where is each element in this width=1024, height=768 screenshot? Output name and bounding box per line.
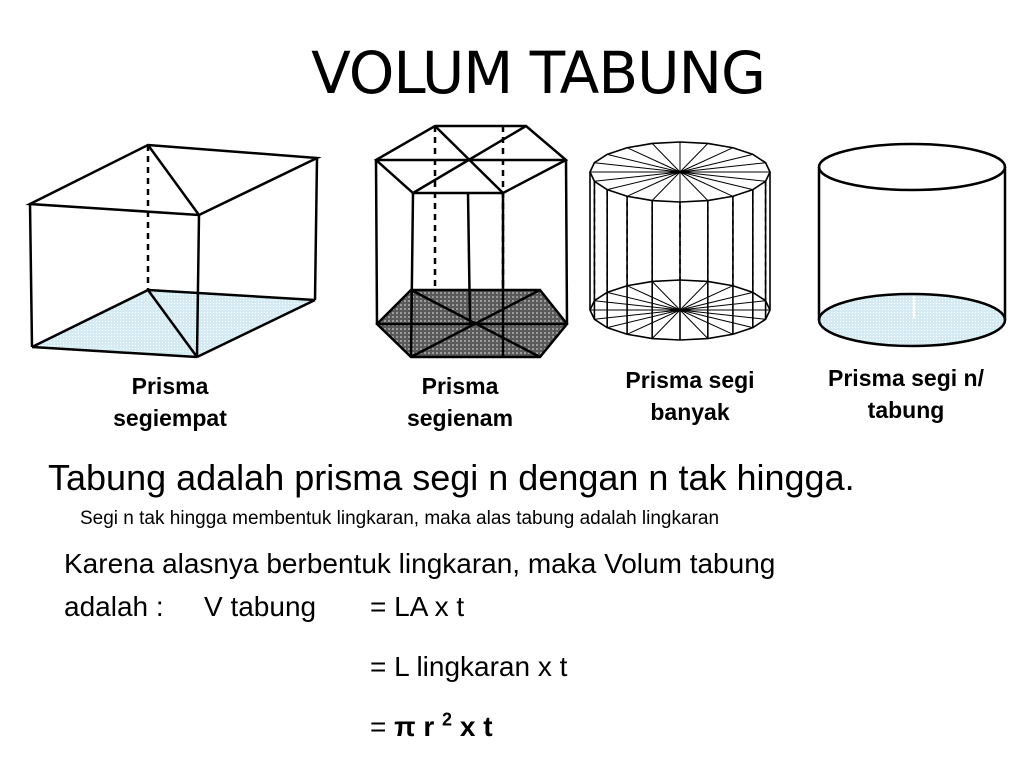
definition-note: Segi n tak hingga membentuk lingkaran, maka alas tabung adalah lingkaran — [80, 508, 720, 529]
caption-many-sided-prism — [590, 364, 790, 428]
caption-line: Prisma — [421, 373, 499, 399]
formula-step-1: = LA x t — [370, 591, 465, 622]
definition-text: Tabung adalah prisma segi n dengan n tak hingga. — [48, 457, 855, 498]
caption-hexagonal-prism — [380, 370, 540, 434]
caption-line: segienam — [406, 405, 514, 431]
caption-line: Prisma — [131, 373, 209, 399]
caption-cylinder — [798, 362, 1014, 426]
bottom-spoke — [652, 281, 680, 310]
bottom-spoke — [607, 310, 680, 328]
cylinder — [819, 144, 1005, 346]
slide-title: VOLUM TABUNG — [311, 39, 765, 107]
formula-tail: x t — [459, 711, 493, 742]
hexagonal-prism — [376, 126, 567, 357]
bottom-spoke — [680, 310, 708, 339]
cylinder-base — [819, 294, 1005, 346]
formula-exponent: 2 — [442, 709, 453, 730]
explanation-lead: adalah : — [64, 591, 164, 622]
rectangular-prism — [30, 145, 317, 357]
caption-line: tabung — [867, 397, 945, 423]
caption-line: segiempat — [113, 405, 227, 431]
caption-line: Prisma segi n/ — [828, 365, 984, 391]
caption-line: Prisma segi — [625, 367, 755, 393]
bottom-spoke — [680, 281, 708, 310]
bottom-spoke — [680, 310, 733, 334]
formula-step-2: = L lingkaran x t — [370, 651, 568, 682]
formula-lhs: V tabung — [204, 591, 317, 622]
formula-pi-r: π r — [394, 711, 435, 742]
formula-step-3-prefix: = — [370, 711, 387, 742]
bottom-spoke — [680, 310, 753, 328]
formula-final — [394, 711, 492, 742]
bottom-spoke — [607, 292, 680, 310]
bottom-spoke — [627, 310, 680, 334]
bottom-spoke — [680, 292, 753, 310]
formula-step-3 — [370, 709, 493, 742]
explanation-line: Karena alasnya berbentuk lingkaran, maka Volum tabung — [64, 548, 776, 579]
many-sided-prism — [590, 142, 770, 340]
caption-line: banyak — [650, 399, 730, 425]
bottom-spoke — [652, 310, 680, 339]
bottom-spoke — [627, 286, 680, 310]
bottom-spoke — [680, 286, 733, 310]
caption-rectangular-prism — [90, 370, 250, 434]
